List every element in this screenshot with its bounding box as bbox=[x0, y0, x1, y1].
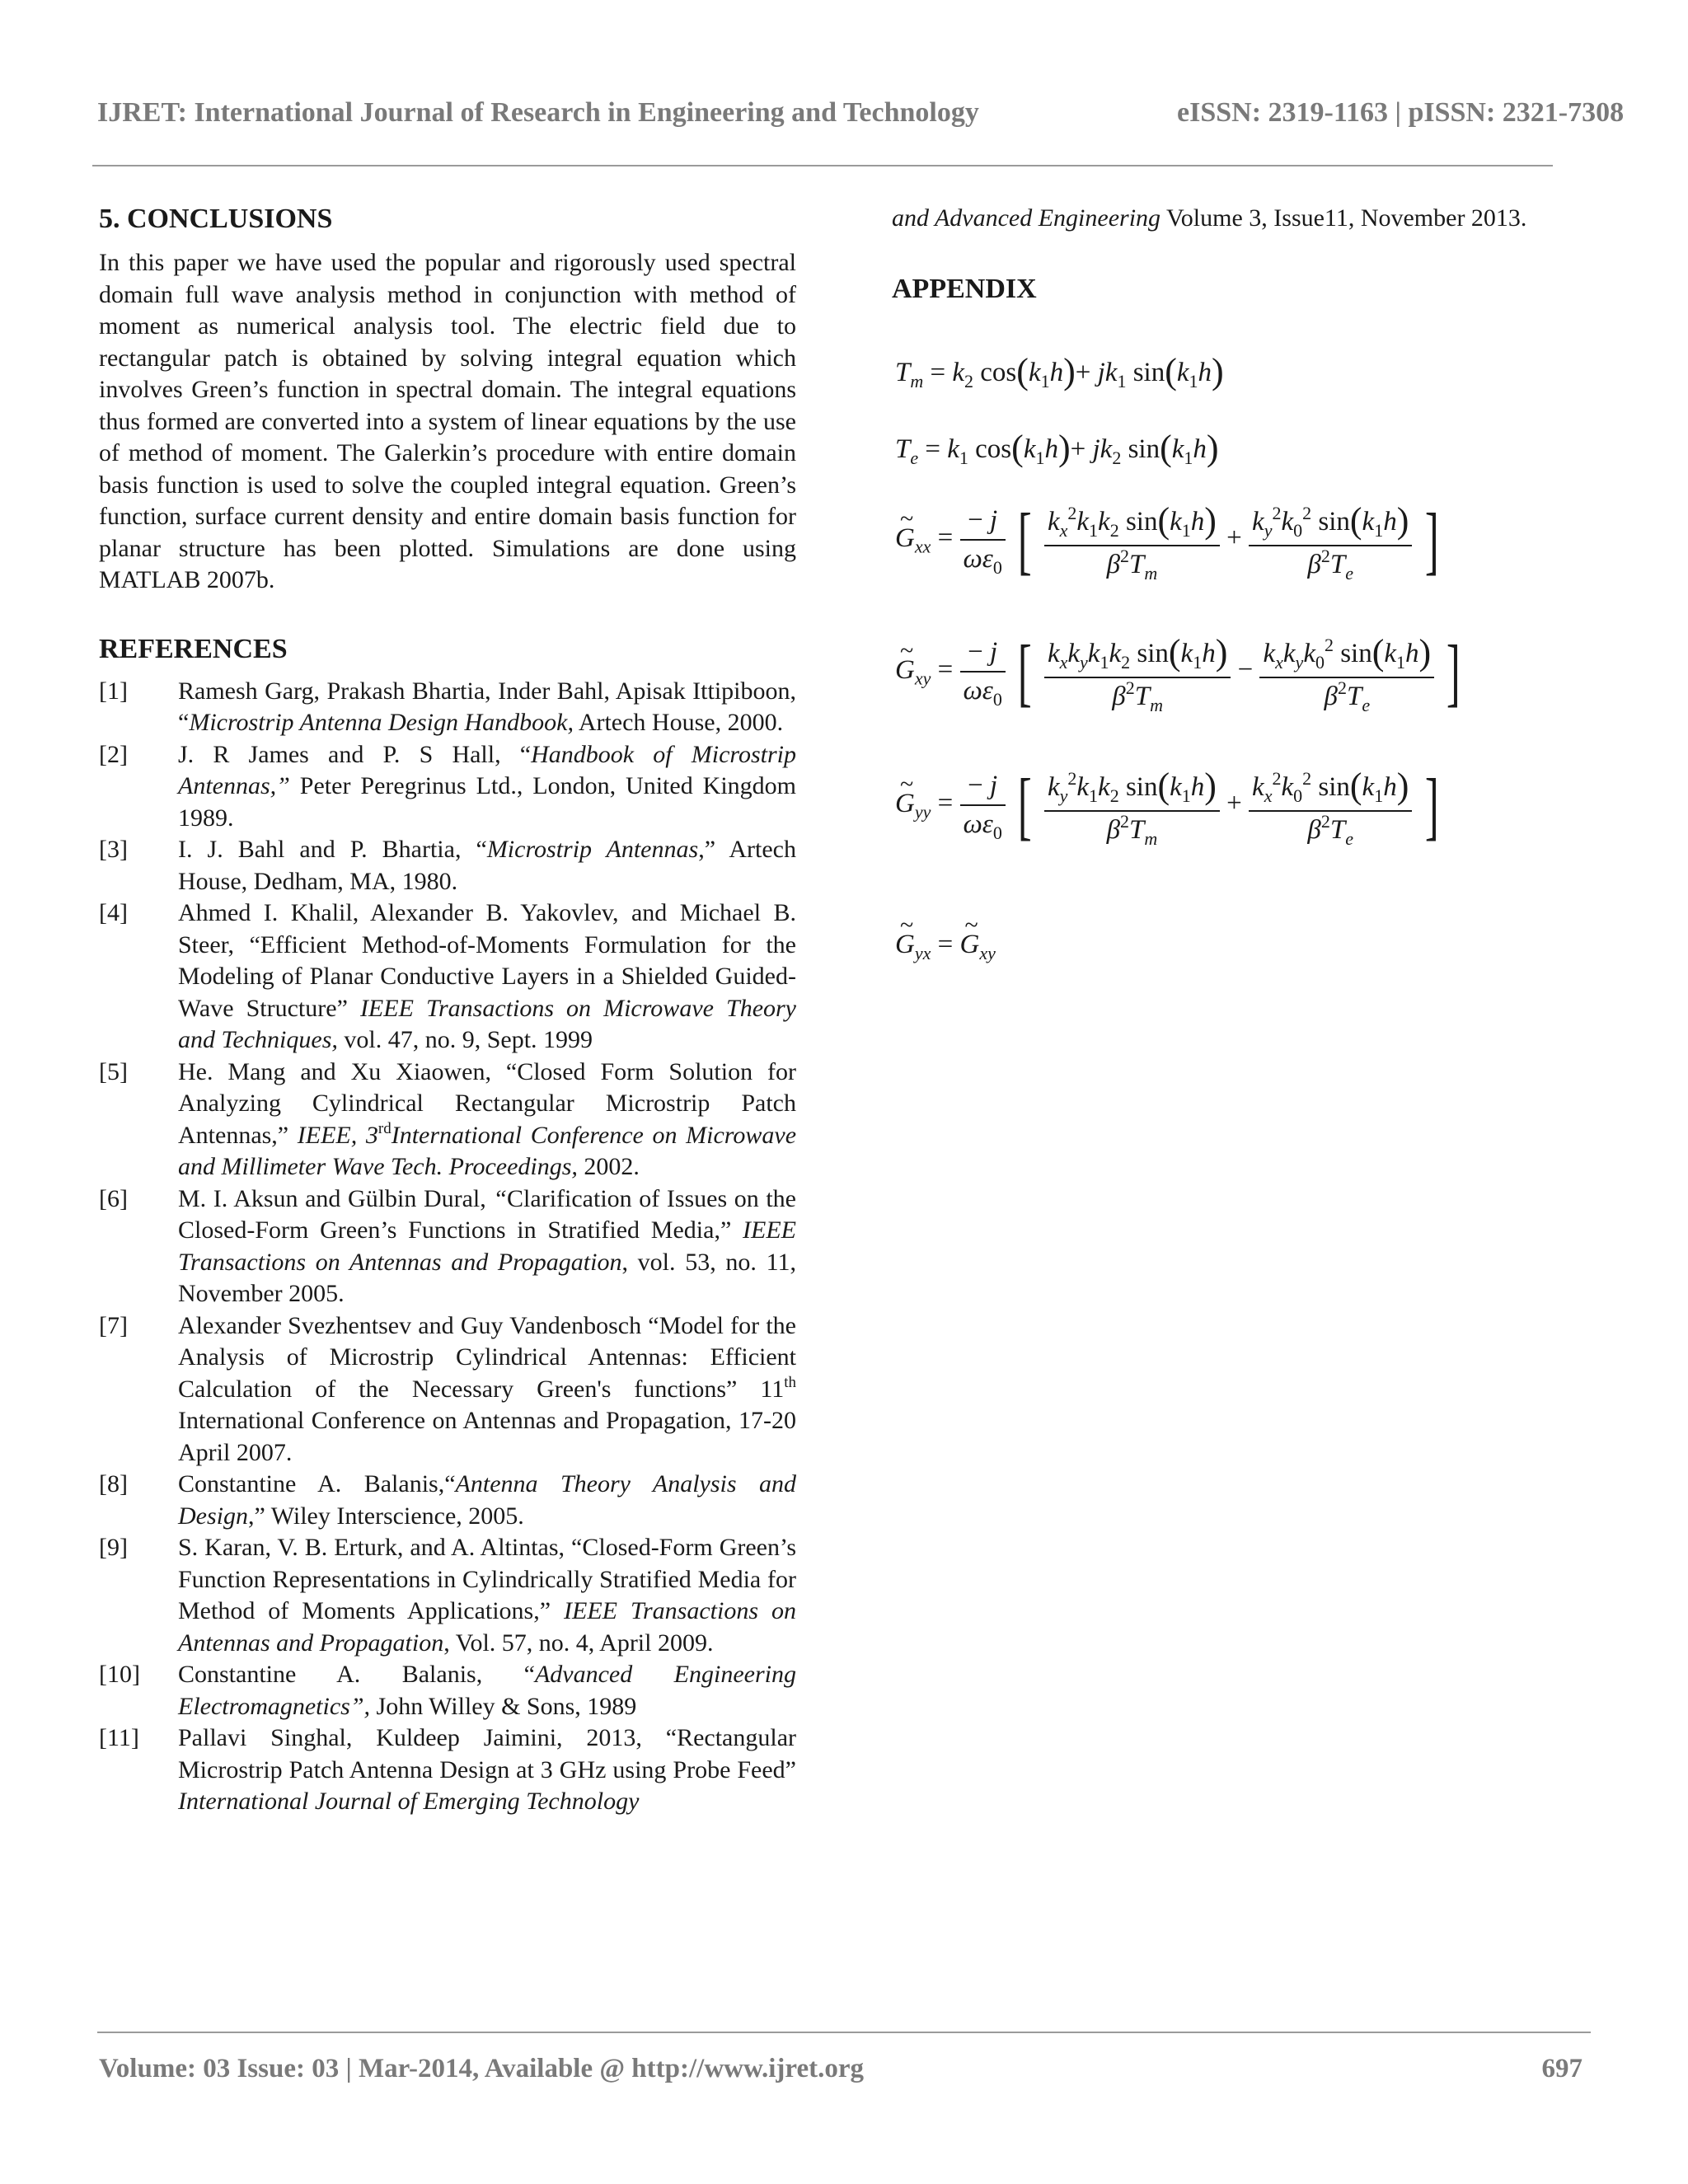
reference-item: [6] M. I. Aksun and Gülbin Dural, “Clarification of Issues on the Closed-Form Green’s Functions in Stratified Media,” IEEE Transactions on Antennas and Propagation, vol. 53, no. 11, November 2005. bbox=[99, 1184, 796, 1307]
reference-item: [4] Ahmed I. Khalil, Alexander B. Yakovlev, and Michael B. Steer, “Efficient Method-of-Moments Formulation for the Modeling of Planar Conductive Layers in a Shielded Guided-Wave Structure” IEEE Transactions on Microwave Theory and Techniques, vol. 47, no. 9, Sept. 1999 bbox=[99, 899, 796, 1053]
appendix-heading: APPENDIX bbox=[892, 273, 1037, 304]
reference-item: [3] I. J. Bahl and P. Bhartia, “Microstrip Antennas,” Artech House, Dedham, MA, 1980. bbox=[99, 836, 796, 895]
page-footer bbox=[99, 2054, 1589, 2095]
left-column bbox=[99, 203, 796, 1818]
journal-issn: eISSN: 2319-1163 | pISSN: 2321-7308 bbox=[1177, 97, 1625, 128]
page-header bbox=[97, 97, 1625, 138]
reference-list bbox=[99, 676, 796, 1818]
equation-gyx: ~ $G_{yx}$ = ~ $G_{xy}$ bbox=[895, 930, 996, 960]
equation-gxx: ~ $G_{xx}$ = $\frac{- j}{\omega\varepsilon_0}$ [ $\frac{k_x^2k_1k_2 \sin(k_1h)}{\beta^2T_m}$ + $\frac{k_y^2k_0^2 \sin(k_1h)}{\beta^2T_e}$ ] bbox=[895, 499, 1444, 580]
journal-title: IJRET: International Journal of Research in Engineering and Technology bbox=[97, 97, 979, 128]
header-rule bbox=[92, 165, 1553, 166]
footer-volume: Volume: 03 Issue: 03 | Mar-2014, Available @ http://www.ijret.org bbox=[99, 2054, 864, 2083]
reference-item: [2] J. R James and P. S Hall, “Handbook of Microstrip Antennas,” Peter Peregrinus Ltd., London, United Kingdom 1989. bbox=[99, 740, 796, 832]
reference-item: [11] Pallavi Singhal, Kuldeep Jaimini, 2013, “Rectangular Microstrip Patch Antenna Design at 3 GHz using Probe Feed” International Journal of Emerging Technology bbox=[99, 1724, 796, 1815]
right-column bbox=[892, 203, 1584, 306]
reference-item: [1] Ramesh Garg, Prakash Bhartia, Inder Bahl, Apisak Ittipiboon, “Microstrip Antenna Design Handbook, Artech House, 2000. bbox=[99, 677, 796, 736]
footer-rule bbox=[97, 2032, 1591, 2033]
references-heading: REFERENCES bbox=[99, 633, 288, 664]
reference-continuation: and Advanced Engineering Volume 3, Issue11, November 2013. bbox=[892, 204, 1527, 232]
equation-gyy: ~ $G_{yy}$ = $\frac{- j}{\omega\varepsilon_0}$ [ $\frac{k_y^2k_1k_2 \sin(k_1h)}{\beta^2T_m}$ + $\frac{k_x^2k_0^2 \sin(k_1h)}{\beta^2T_e}$ ] bbox=[895, 765, 1444, 846]
reference-item: [10] Constantine A. Balanis, “Advanced Engineering Electromagnetics”, John Willey & Sons, 1989 bbox=[99, 1661, 796, 1720]
reference-item: [7] Alexander Svezhentsev and Guy Vandenbosch “Model for the Analysis of Microstrip Cylindrical Antennas: Efficient Calculation of the Necessary Green's functions” 11th International Conference on Antennas and Propagation, 17-20 April 2007. bbox=[99, 1311, 796, 1466]
equation-tm: $T_m = k_2$ $\cos(k_1h)+ jk_1$ $\sin(k_1h)$ bbox=[895, 351, 1224, 391]
reference-item: [5] He. Mang and Xu Xiaowen, “Closed Form Solution for Analyzing Cylindrical Rectangular Microstrip Patch Antennas,” IEEE, 3rdInternational Conference on Microwave and Millimeter Wave Tech. Proceedings, 2002. bbox=[99, 1057, 797, 1180]
conclusions-paragraph: In this paper we have used the popular and rigorously used spectral domain full wave analysis method in conjunction with method of moment as numerical analysis tool. The electric field due to rectangular patch is obtained by solving integral equation which involves Green’s function in spectral domain. The integral equations thus formed are converted into a system of linear equations by the use of method of moment. The Galerkin’s procedure with entire domain basis function is used to solve the coupled integral equation. Green’s function, surface current density and entire domain basis function for planar structure has been plotted. Simulations are done using MATLAB 2007b. bbox=[99, 249, 796, 593]
conclusions-heading: 5. CONCLUSIONS bbox=[99, 204, 333, 234]
page-number: 697 bbox=[1541, 2054, 1582, 2083]
equation-te: $T_e = k_1$ $\cos(k_1h)+ jk_2$ $\sin(k_1h)$ bbox=[895, 428, 1219, 468]
reference-item: [9] S. Karan, V. B. Erturk, and A. Altintas, “Closed-Form Green’s Function Representations in Cylindrically Stratified Media for Method of Moments Applications,” IEEE Transactions on Antennas and Propagation, Vol. 57, no. 4, April 2009. bbox=[99, 1534, 796, 1657]
equation-gxy: ~ $G_{xy}$ = $\frac{- j}{\omega\varepsilon_0}$ [ $\frac{k_xk_yk_1k_2 \sin(k_1h)}{\beta^2T_m}$ − $\frac{k_xk_yk_0^2 \sin(k_1h)}{\beta^2T_e}$ ] bbox=[895, 631, 1466, 712]
reference-item: [8] Constantine A. Balanis,“Antenna Theory Analysis and Design,” Wiley Interscience, 2005. bbox=[99, 1470, 796, 1530]
